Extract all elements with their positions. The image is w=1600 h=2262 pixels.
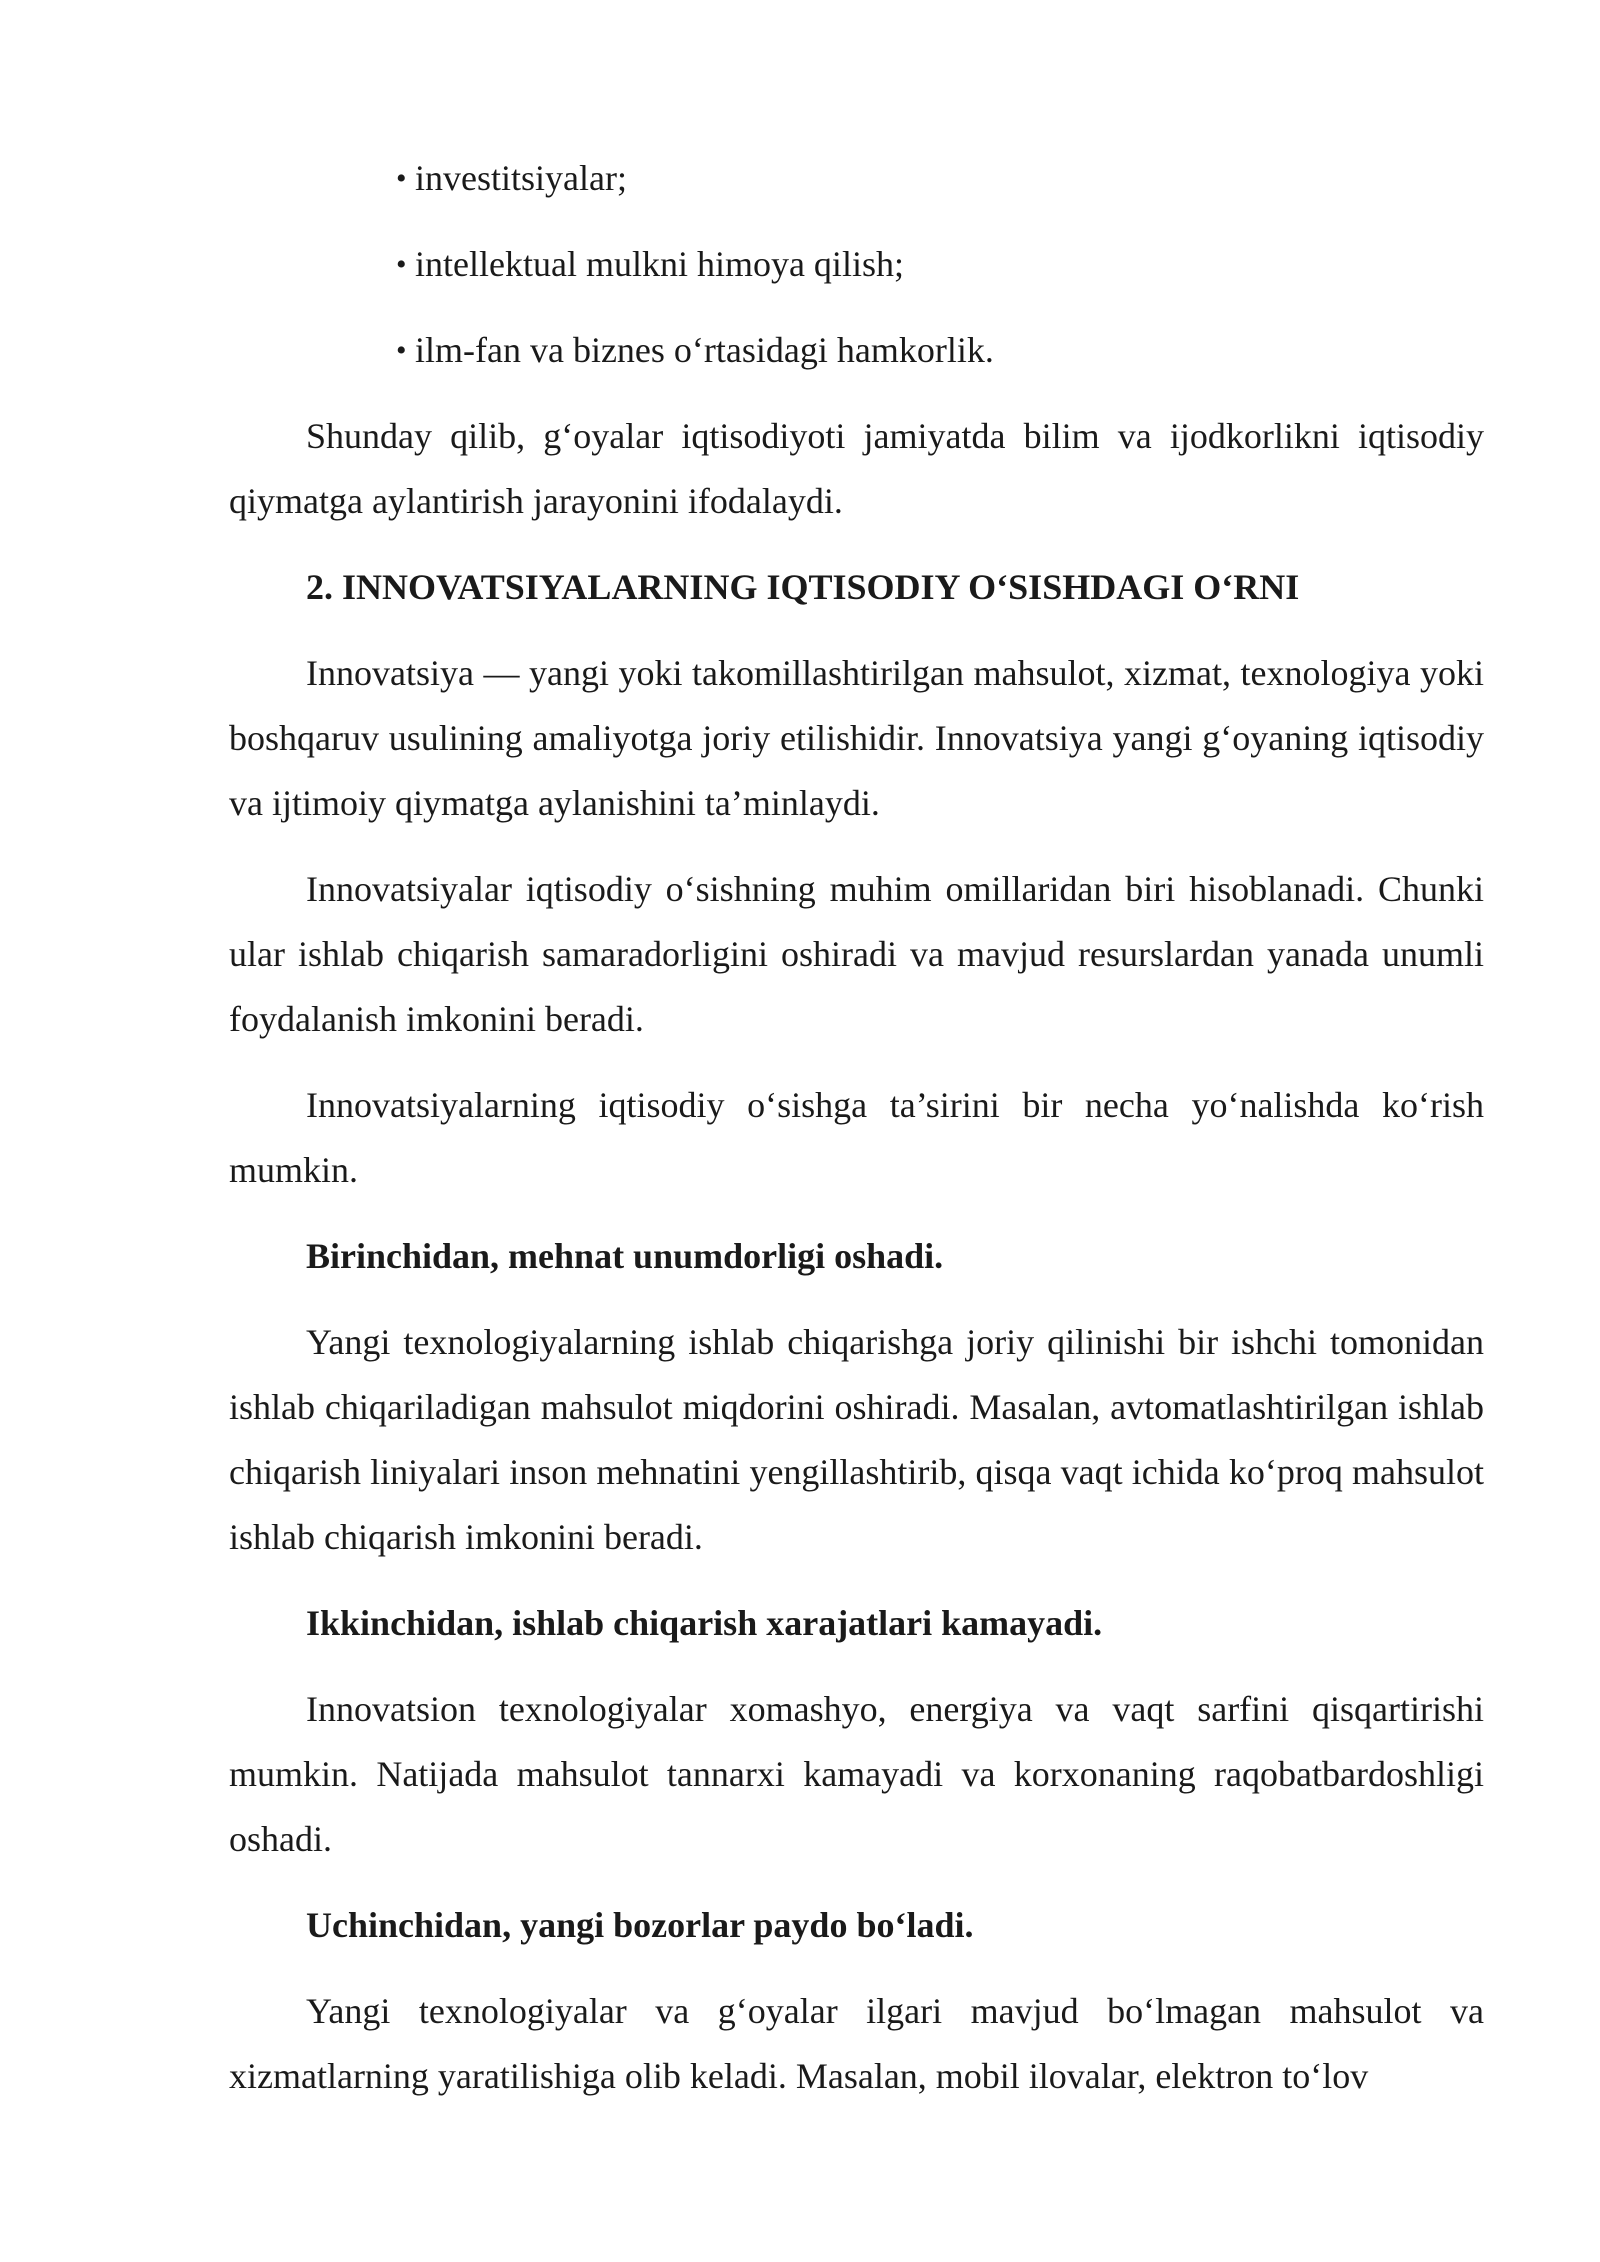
bullet-icon: • [396,162,407,195]
paragraph-productivity: Yangi texnologiyalarning ishlab chiqarishga joriy qilinishi bir ishchi tomonidan ishlab chiqariladigan mahsulot miqdorini oshiradi. Masalan, avtomatlashtirilgan ishlab chiqarish liniyalari inson mehnatini yengillashtirib, qisqa vaqt ichida ko‘proq mahsulot ishlab chiqarish imkonini beradi. [229,1322,1484,1557]
paragraph-directions: Innovatsiyalarning iqtisodiy o‘sishga ta’sirini bir necha yo‘nalishda ko‘rish mumkin. [229,1085,1484,1190]
subheading-second: Ikkinchidan, ishlab chiqarish xarajatlari kamayadi. [306,1603,1103,1643]
bullet-list [229,146,1484,383]
paragraph-costs: Innovatsion texnologiyalar xomashyo, energiya va vaqt sarfini qisqartirishi mumkin. Natijada mahsulot tannarxi kamayadi va korxonaning raqobatbardoshligi oshadi. [229,1689,1484,1859]
subheading-first: Birinchidan, mehnat unumdorligi oshadi. [306,1236,944,1276]
section-heading: 2. INNOVATSIYALARNING IQTISODIY O‘SISHDAGI O‘RNI [306,567,1300,607]
bullet-icon: • [396,334,407,367]
subheading-third: Uchinchidan, yangi bozorlar paydo bo‘ladi. [306,1905,974,1945]
paragraph-conclusion: Shunday qilib, g‘oyalar iqtisodiyoti jamiyatda bilim va ijodkorlikni iqtisodiy qiymatga aylantirish jarayonini ifodalaydi. [229,416,1484,521]
list-item-text: investitsiyalar; [415,158,627,198]
paragraph-new-markets: Yangi texnologiyalar va g‘oyalar ilgari mavjud bo‘lmagan mahsulot va xizmatlarning yaratilishiga olib keladi. Masalan, mobil ilovalar, elektron to‘lov [229,1991,1484,2096]
list-item [396,232,1484,297]
list-item-text: intellektual mulkni himoya qilish; [415,244,904,284]
list-item [396,146,1484,211]
paragraph-growth-factor: Innovatsiyalar iqtisodiy o‘sishning muhim omillaridan biri hisoblanadi. Chunki ular ishlab chiqarish samaradorligini oshiradi va mavjud resurslardan yanada unumli foydalanish imkonini beradi. [229,869,1484,1039]
bullet-icon: • [396,248,407,281]
paragraph-definition: Innovatsiya — yangi yoki takomillashtirilgan mahsulot, xizmat, texnologiya yoki boshqaruv usulining amaliyotga joriy etilishidir. Innovatsiya yangi g‘oyaning iqtisodiy va ijtimoiy qiymatga aylanishini ta’minlaydi. [229,653,1484,823]
list-item-text: ilm-fan va biznes o‘rtasidagi hamkorlik. [415,330,994,370]
page-content [229,146,1484,2130]
list-item [396,318,1484,383]
